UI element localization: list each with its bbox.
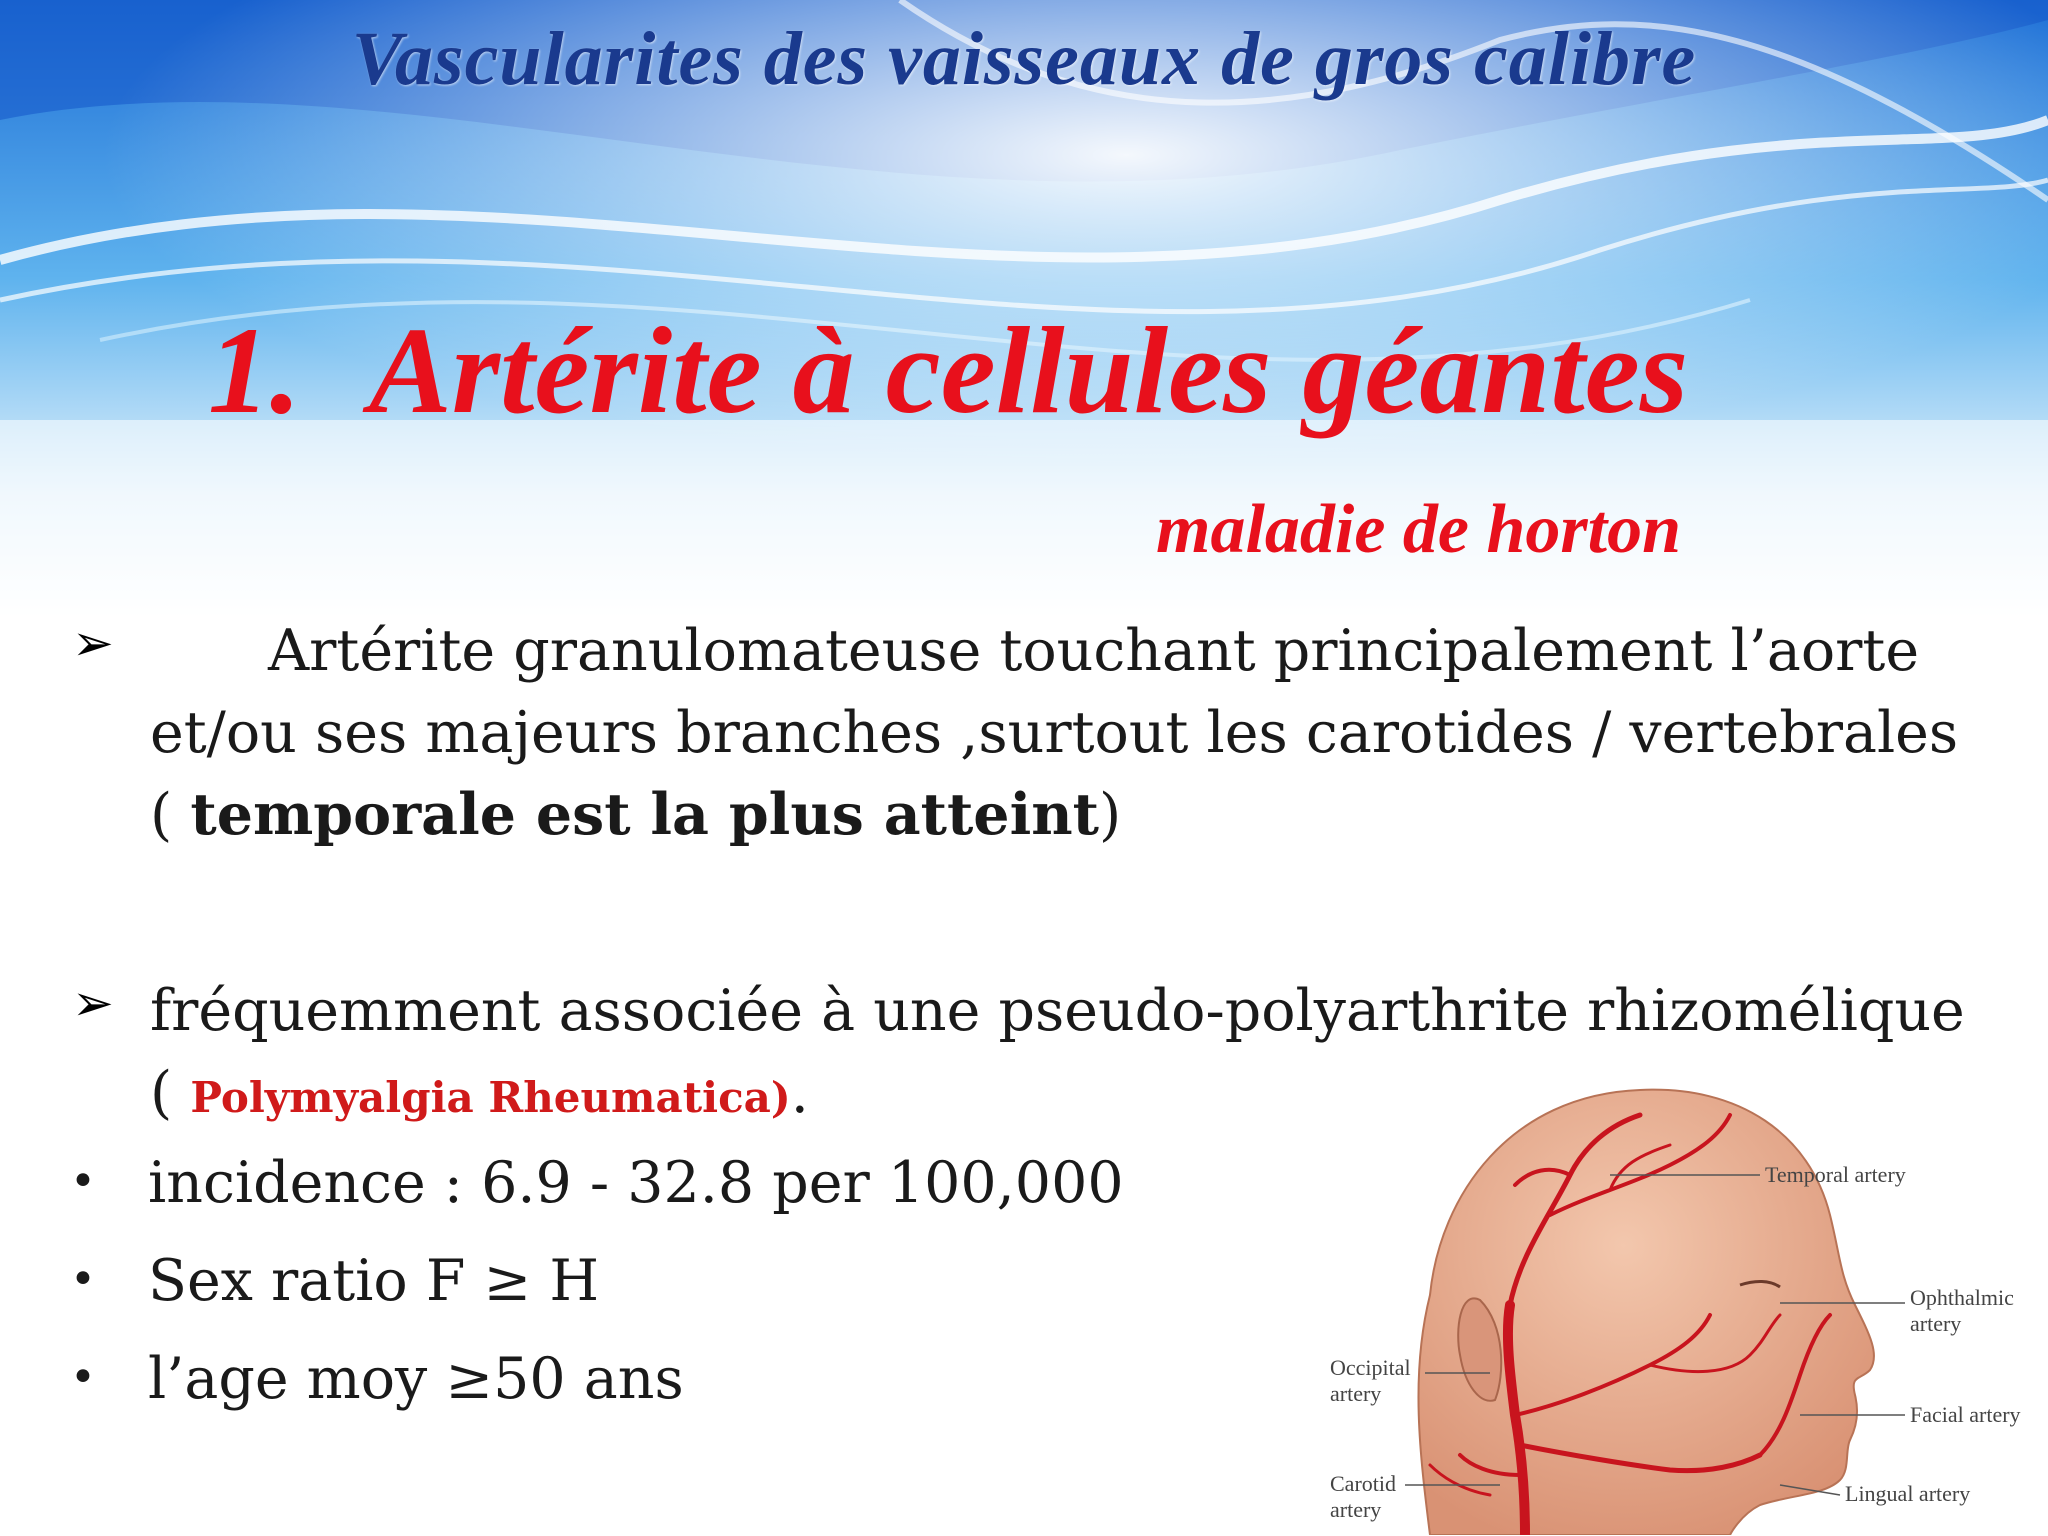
bullet-dot-icon: • (70, 1156, 96, 1207)
bullet-sex-ratio (70, 1248, 599, 1314)
point-1-line-2: et/ou ses majeurs branches ,surtout les carotides / vertebrales (150, 700, 1959, 766)
bullet-dot-icon: • (70, 1352, 96, 1403)
label-carotid-1: Carotid (1330, 1471, 1396, 1496)
label-occipital-1: Occipital (1330, 1355, 1411, 1380)
point-2-close: . (790, 1060, 809, 1126)
label-ophthalmic-1: Ophthalmic (1910, 1285, 2014, 1310)
point-1 (150, 610, 2030, 856)
point-1-bold: temporale est la plus atteint (190, 781, 1099, 848)
bullet-incidence (70, 1150, 1124, 1216)
heading-number: 1. (208, 302, 301, 439)
point-2-red: Polymyalgia Rheumatica) (190, 1073, 791, 1122)
bullet-dot-icon: • (70, 1254, 96, 1305)
label-occipital-2: artery (1330, 1381, 1382, 1406)
point-2-open: ( (150, 1060, 191, 1126)
point-1-open: ( (150, 782, 191, 848)
label-carotid-2: artery (1330, 1497, 1382, 1522)
heading-text: Artérite à cellules géantes (369, 302, 1689, 439)
bullet-text: Sex ratio F ≥ H (148, 1248, 600, 1314)
arrow-bullet-icon: ➢ (72, 614, 114, 672)
head-arteries-illustration (1310, 1075, 2030, 1535)
label-facial-artery: Facial artery (1910, 1402, 2021, 1427)
bullet-age (70, 1346, 684, 1412)
label-lingual-artery: Lingual artery (1845, 1481, 1971, 1506)
section-heading (208, 300, 1688, 442)
label-temporal-artery: Temporal artery (1765, 1162, 1906, 1187)
point-1-close: ) (1099, 782, 1122, 848)
point-2-line-1: fréquemment associée à une pseudo-polyarthrite rhizomélique (150, 978, 1965, 1044)
slide-title: Vascularites des vaisseaux de gros calibre (351, 17, 1697, 101)
arrow-bullet-icon: ➢ (72, 974, 114, 1032)
bullet-text: l’age moy ≥50 ans (148, 1346, 684, 1412)
point-1-line-1: Artérite granulomateuse touchant principalement l’aorte (268, 618, 1920, 684)
bullet-text: incidence : 6.9 - 32.8 per 100,000 (148, 1150, 1124, 1216)
label-ophthalmic-2: artery (1910, 1311, 1962, 1336)
section-subheading: maladie de horton (1156, 491, 1682, 568)
